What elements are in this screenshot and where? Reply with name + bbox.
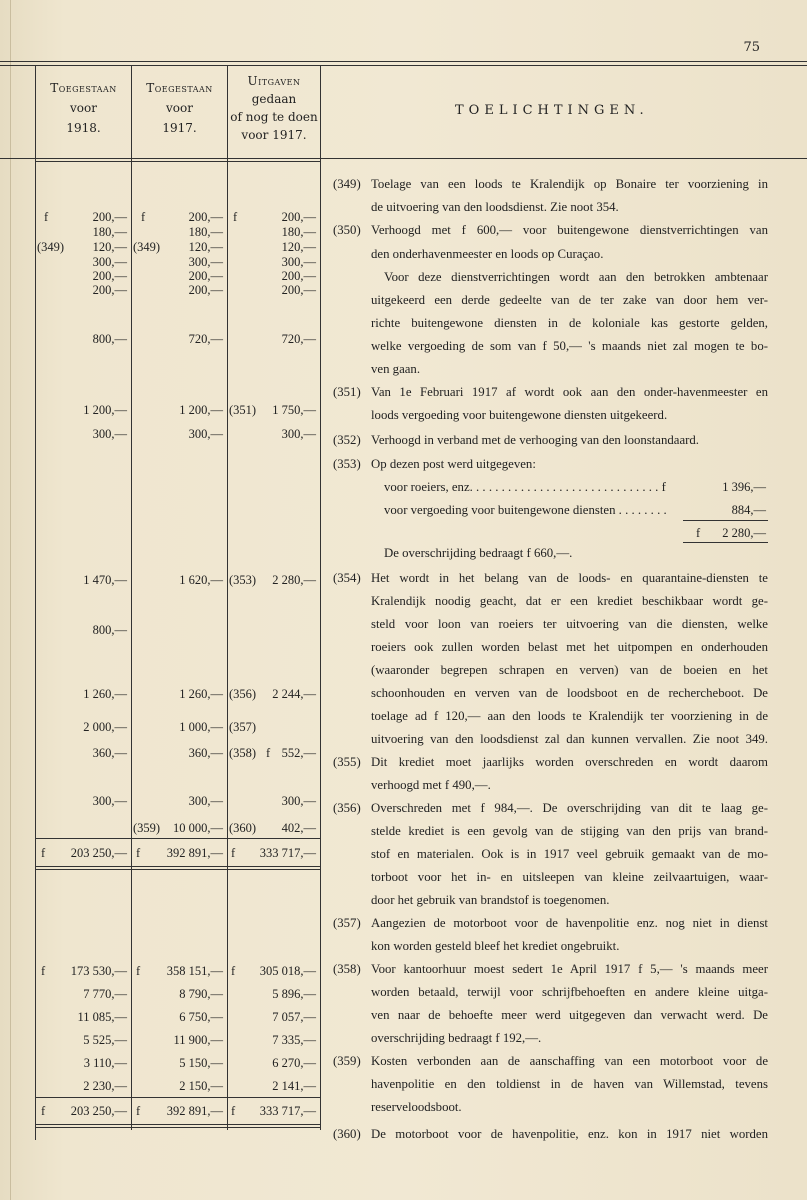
note-line: welke vergoeding de som van f 50,— 's maands niet zal mogen te bo- xyxy=(371,339,768,353)
amount-b: 1 620,— xyxy=(179,573,223,587)
amount-a: 120,— xyxy=(92,240,127,254)
amount-c: 300,— xyxy=(281,794,316,808)
note-line: Verhoogd met f 600,— voor buitengewone dienstverrichtingen van xyxy=(371,223,768,237)
note-line: havenpolitie en den toldienst in de haven van Willemstad, tevens xyxy=(371,1077,768,1091)
total-rule xyxy=(35,1097,320,1098)
note-line: uitvoering van den loodsdienst zal dan kunnen vervallen. Zie noot 349. xyxy=(371,732,768,746)
amount-c: 305 018,— xyxy=(259,964,316,978)
top-rule-2 xyxy=(0,65,807,66)
ref-label: (360) xyxy=(229,821,257,835)
amount-c: 200,— xyxy=(281,269,316,283)
note-ref: (353) xyxy=(333,457,361,471)
ref-label: (357) xyxy=(229,720,257,734)
note-ref: (350) xyxy=(333,223,361,237)
currency-f: f xyxy=(41,846,46,860)
column-rule-left xyxy=(35,65,36,1140)
amount-c: 120,— xyxy=(281,240,316,254)
amount-c: 300,— xyxy=(281,427,316,441)
amount-c: 200,— xyxy=(281,283,316,297)
currency-f: f xyxy=(141,210,146,224)
note-line: (waaronder begrepen schrapen en verven) van de boeien en het xyxy=(371,663,768,677)
ref-label: (349) xyxy=(37,240,65,254)
amount-c: 180,— xyxy=(281,225,316,239)
amount-b: 120,— xyxy=(188,240,223,254)
note-ref: (359) xyxy=(333,1054,361,1068)
note-line: Dit krediet moet jaarlijks worden overschreden en wordt daarom xyxy=(371,755,768,769)
page-number: 75 xyxy=(743,40,760,55)
amount-c: 2 244,— xyxy=(272,687,316,701)
amount-a: 300,— xyxy=(92,427,127,441)
amount-b: 358 151,— xyxy=(166,964,223,978)
amount-a: 173 530,— xyxy=(70,964,127,978)
note-line: ven naar de behoefte meer werd uitgegeven dan verwacht werd. De xyxy=(371,1008,768,1022)
total-rule xyxy=(35,869,320,870)
note-line: steld voor loon van roeiers ter uitvoering van die diensten, welke xyxy=(371,617,768,631)
column-rule-2 xyxy=(227,65,228,1130)
amount-a: 300,— xyxy=(92,794,127,808)
note-ref: (354) xyxy=(333,571,361,585)
note-line: loods vergoeding voor buitengewone diensten uitgekeerd. xyxy=(371,408,668,422)
amount-b: 200,— xyxy=(188,269,223,283)
note-line: overschrijding bedraagt f 192,—. xyxy=(371,1031,542,1045)
column-rule-1 xyxy=(131,65,132,1130)
sum-rule xyxy=(683,542,768,543)
note-line: De overschrijding bedraagt f 660,—. xyxy=(384,546,573,560)
amount-c: 2 280,— xyxy=(272,573,316,587)
note-ref: (352) xyxy=(333,433,361,447)
header-col-1: Toegestaan voor 1918. xyxy=(50,81,117,135)
note-line: voor vergoeding voor buitengewone diensten . . . . . . . . xyxy=(384,503,667,517)
amount-c: 720,— xyxy=(281,332,316,346)
currency-f: f xyxy=(136,846,141,860)
note-line: toelage ad f 120,— aan den loods te Kralendijk ter voorziening in de xyxy=(371,709,768,723)
header-col-2: Toegestaan voor 1917. xyxy=(146,81,213,135)
note-line: voor roeiers, enz. . . . . . . . . . . . . . . . . . . . . . . . . . . . . . f xyxy=(384,480,666,494)
amount-c: 5 896,— xyxy=(272,987,316,1001)
page-edge xyxy=(10,0,11,1200)
sum-rule xyxy=(683,520,768,521)
currency-f: f xyxy=(231,846,236,860)
note-line: Verhoogd in verband met de verhooging van den loonstandaard. xyxy=(371,433,700,447)
note-line: de uitvoering van den loodsdienst. Zie noot 354. xyxy=(371,200,619,214)
amount-c: 7 335,— xyxy=(272,1033,316,1047)
note-line: richte buitengewone diensten in de koloniale kas gestorte gelden, xyxy=(371,316,768,330)
ref-label: (349) xyxy=(133,240,161,254)
note-line: Kralendijk noodig geacht, dat er een krediet beschikbaar wordt ge- xyxy=(371,594,768,608)
amount-b: 1 000,— xyxy=(179,720,223,734)
amount-c: 552,— xyxy=(281,746,316,760)
note-ref: (358) xyxy=(333,962,361,976)
note-line: uitgekeerd een derde gedeelte van de ter zake van door hem ver- xyxy=(371,293,768,307)
total-c: 333 717,— xyxy=(259,846,316,860)
amount-c: 6 270,— xyxy=(272,1056,316,1070)
amount-b: 8 790,— xyxy=(179,987,223,1001)
amount-a: 200,— xyxy=(92,210,127,224)
total-c: 333 717,— xyxy=(259,1104,316,1118)
amount-a: 1 470,— xyxy=(83,573,127,587)
amount-c: 1 750,— xyxy=(272,403,316,417)
amount-b: 11 900,— xyxy=(173,1033,223,1047)
amount-b: 200,— xyxy=(188,210,223,224)
total-rule xyxy=(35,1124,320,1125)
amount-b: 2 150,— xyxy=(179,1079,223,1093)
amount-b: 720,— xyxy=(188,332,223,346)
ref-label: (353) xyxy=(229,573,257,587)
ref-label: (359) xyxy=(133,821,161,835)
header-col-3: Uitgaven gedaan of nog te doen voor 1917. xyxy=(230,74,318,142)
ref-label: (356) xyxy=(229,687,257,701)
note-line: Voor kantoorhuur moest sedert 1e April 1917 f 5,— 's maands meer xyxy=(371,962,768,976)
total-rule xyxy=(35,838,320,839)
currency-f: f xyxy=(231,964,236,978)
note-line: Op dezen post werd uitgegeven: xyxy=(371,457,536,471)
note-line: door het gebruik van brandstof is toegenomen. xyxy=(371,893,610,907)
note-line: Kosten verbonden aan de aanschaffing van een motorboot voor de xyxy=(371,1054,768,1068)
ref-label: (358) xyxy=(229,746,257,760)
total-b: 392 891,— xyxy=(166,846,223,860)
note-ref: (351) xyxy=(333,385,361,399)
sum-total: 2 280,— xyxy=(722,526,766,540)
note-line: worden betaald, terwijl voor schrijfbehoeften en andere kleine uitga- xyxy=(371,985,768,999)
note-line: den onderhavenmeester en loods op Curaçao. xyxy=(371,247,604,261)
currency-f: f xyxy=(44,210,49,224)
sum-value: 884,— xyxy=(731,503,766,517)
top-rule xyxy=(0,61,807,62)
amount-c: 7 057,— xyxy=(272,1010,316,1024)
currency-f: f xyxy=(231,1104,236,1118)
amount-a: 2 230,— xyxy=(83,1079,127,1093)
header-rule xyxy=(0,158,807,159)
amount-b: 5 150,— xyxy=(179,1056,223,1070)
amount-b: 200,— xyxy=(188,283,223,297)
note-line: Het wordt in het belang van de loods- en quarantaine-diensten te xyxy=(371,571,768,585)
note-line: torboot voor het in- en uitsleepen van kleine zeilvaartuigen, waar- xyxy=(371,870,768,884)
amount-b: 360,— xyxy=(188,746,223,760)
amount-a: 180,— xyxy=(92,225,127,239)
amount-a: 200,— xyxy=(92,269,127,283)
header-rule-2 xyxy=(35,161,320,162)
sum-currency: f xyxy=(696,526,701,540)
amount-a: 800,— xyxy=(92,623,127,637)
note-ref: (355) xyxy=(333,755,361,769)
amount-a: 7 770,— xyxy=(83,987,127,1001)
amount-a: 3 110,— xyxy=(83,1056,127,1070)
amount-b: 300,— xyxy=(188,794,223,808)
note-line: roeiers ook zullen worden belast met het uitpompen en onderhouden xyxy=(371,640,768,654)
amount-c: 2 141,— xyxy=(272,1079,316,1093)
amount-b: 1 260,— xyxy=(179,687,223,701)
currency-f: f xyxy=(233,210,238,224)
amount-a: 11 085,— xyxy=(77,1010,127,1024)
note-line: De motorboot voor de havenpolitie, enz. kon in 1917 niet worden xyxy=(371,1127,768,1141)
amount-a: 300,— xyxy=(92,255,127,269)
total-a: 203 250,— xyxy=(70,846,127,860)
note-line: stelde krediet is een gevolg van de stijging van den prijs van brand- xyxy=(371,824,768,838)
note-line: Overschreden met f 984,—. De overschrijding van dit te laag ge- xyxy=(371,801,768,815)
note-ref: (360) xyxy=(333,1127,361,1141)
amount-c: 402,— xyxy=(281,821,316,835)
note-line: verhoogd met f 490,—. xyxy=(371,778,491,792)
currency-f: f xyxy=(136,964,141,978)
total-b: 392 891,— xyxy=(166,1104,223,1118)
amount-b: 10 000,— xyxy=(173,821,223,835)
note-line: kon worden gesteld bleef het krediet ongebruikt. xyxy=(371,939,620,953)
column-rule-3 xyxy=(320,65,321,1130)
amount-b: 6 750,— xyxy=(179,1010,223,1024)
note-line: schoonhouden en verven van de loodsboot en de rechercheboot. De xyxy=(371,686,768,700)
currency-f: f xyxy=(41,964,46,978)
currency-f: f xyxy=(266,746,271,760)
currency-f: f xyxy=(41,1104,46,1118)
total-rule xyxy=(35,866,320,867)
total-a: 203 250,— xyxy=(70,1104,127,1118)
amount-b: 300,— xyxy=(188,427,223,441)
note-line: Aangezien de motorboot voor de havenpolitie enz. nog niet in dienst xyxy=(371,916,768,930)
note-ref: (349) xyxy=(333,177,361,191)
note-line: Voor deze dienstverrichtingen wordt aan den betrokken ambtenaar xyxy=(384,270,768,284)
amount-a: 2 000,— xyxy=(83,720,127,734)
amount-b: 180,— xyxy=(188,225,223,239)
note-line: reserveloodsboot. xyxy=(371,1100,462,1114)
sum-value: 1 396,— xyxy=(722,480,766,494)
note-line: ven gaan. xyxy=(371,362,421,376)
note-line: Toelage van een loods te Kralendijk op Bonaire ter voorziening in xyxy=(371,177,768,191)
amount-a: 1 260,— xyxy=(83,687,127,701)
amount-a: 1 200,— xyxy=(83,403,127,417)
ref-label: (351) xyxy=(229,403,257,417)
note-ref: (356) xyxy=(333,801,361,815)
note-line: stof en materialen. Ook is in 1917 veel gebruik gemaakt van de mo- xyxy=(371,847,768,861)
total-rule xyxy=(35,1127,320,1128)
amount-b: 1 200,— xyxy=(179,403,223,417)
note-line: Van 1e Februari 1917 af wordt ook aan den onder-havenmeester en xyxy=(371,385,768,399)
amount-a: 360,— xyxy=(92,746,127,760)
amount-a: 200,— xyxy=(92,283,127,297)
currency-f: f xyxy=(136,1104,141,1118)
note-ref: (357) xyxy=(333,916,361,930)
amount-c: 200,— xyxy=(281,210,316,224)
toelichtingen-title: TOELICHTINGEN. xyxy=(455,103,649,118)
amount-a: 800,— xyxy=(92,332,127,346)
amount-c: 300,— xyxy=(281,255,316,269)
amount-a: 5 525,— xyxy=(83,1033,127,1047)
amount-b: 300,— xyxy=(188,255,223,269)
